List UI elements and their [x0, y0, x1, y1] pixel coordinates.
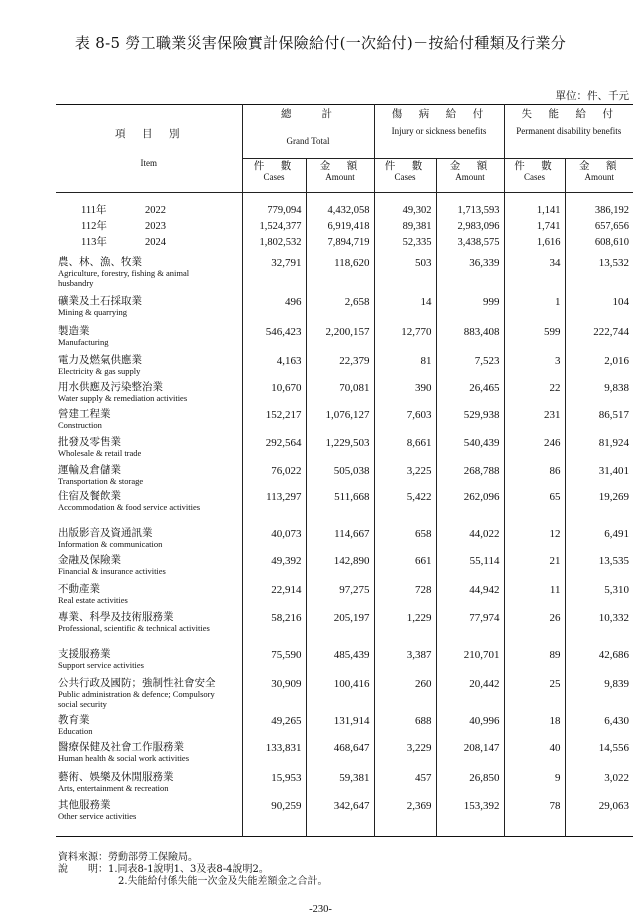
value-cell: 390: [374, 381, 436, 408]
value-cell: 81: [374, 354, 436, 381]
value-cell: 1,616: [504, 234, 565, 250]
value-cell: 468,647: [306, 741, 374, 771]
industry-row: [56, 771, 633, 799]
value-cell: 222,744: [565, 325, 633, 354]
year-ad: 2022: [145, 204, 166, 216]
value-cell: 131,914: [306, 714, 374, 741]
value-cell: 118,620: [306, 256, 374, 295]
industry-row: [56, 741, 633, 771]
industry-name-en: Water supply & remediation activities: [58, 393, 188, 403]
industry-name-zh: 醫療保健及社會工作服務業: [58, 741, 184, 753]
value-cell: 608,610: [565, 234, 633, 250]
industry-name-en: Electricity & gas supply: [58, 366, 141, 376]
value-cell: 5,310: [565, 583, 633, 611]
industry-name-zh: 礦業及土石採取業: [58, 295, 142, 307]
industry-row: [56, 490, 633, 527]
value-cell: 26: [504, 611, 565, 648]
value-cell: 76,022: [242, 464, 306, 490]
data-table-area: [56, 104, 633, 850]
industry-row: [56, 295, 633, 325]
industry-row: [56, 714, 633, 741]
industry-name-zh: 出版影音及資通訊業: [58, 527, 153, 539]
value-cell: 114,667: [306, 527, 374, 554]
value-cell: 21: [504, 554, 565, 583]
value-cell: 20,442: [436, 677, 504, 714]
industry-row: [56, 256, 633, 295]
value-cell: 81,924: [565, 436, 633, 464]
value-cell: 40,996: [436, 714, 504, 741]
value-cell: 70,081: [306, 381, 374, 408]
industry-name-zh: 專業、科學及技術服務業: [58, 611, 174, 623]
year-roc: 111年: [81, 204, 107, 216]
value-cell: 75,590: [242, 648, 306, 677]
industry-row: [56, 583, 633, 611]
value-cell: 26,465: [436, 381, 504, 408]
value-cell: 1,141: [504, 202, 565, 218]
value-cell: 883,408: [436, 325, 504, 354]
industry-name-zh: 製造業: [58, 325, 90, 337]
value-cell: 8,661: [374, 436, 436, 464]
value-cell: 292,564: [242, 436, 306, 464]
industry-name-en: Real estate activities: [58, 595, 128, 605]
value-cell: 44,022: [436, 527, 504, 554]
value-cell: 22,914: [242, 583, 306, 611]
value-cell: 36,339: [436, 256, 504, 295]
industry-row: [56, 554, 633, 583]
year-row: [56, 234, 633, 250]
explanation-note: 說 明：1.同表8-1說明1、3及表8-4說明2。: [58, 864, 269, 875]
value-cell: 2,016: [565, 354, 633, 381]
value-cell: 1,229: [374, 611, 436, 648]
industry-row: [56, 464, 633, 490]
disability-amount-header: 金 額 Amount: [565, 159, 633, 193]
industry-name-en: Accommodation & food service activities: [58, 502, 201, 512]
value-cell: 262,096: [436, 490, 504, 527]
industry-name-zh: 藝術、娛樂及休閒服務業: [58, 771, 174, 783]
industry-name-zh: 支援服務業: [58, 648, 111, 660]
value-cell: 49,302: [374, 202, 436, 218]
industry-name-zh: 教育業: [58, 714, 90, 726]
value-cell: 779,094: [242, 202, 306, 218]
value-cell: 4,432,058: [306, 202, 374, 218]
value-cell: 2,658: [306, 295, 374, 325]
industry-row: [56, 648, 633, 677]
industry-name-en: Arts, entertainment & recreation: [58, 783, 169, 793]
industry-name-zh: 運輸及倉儲業: [58, 464, 121, 476]
value-cell: 205,197: [306, 611, 374, 648]
value-cell: 2,200,157: [306, 325, 374, 354]
industry-name-en: Other service activities: [58, 811, 137, 821]
value-cell: 12,770: [374, 325, 436, 354]
value-cell: 529,938: [436, 408, 504, 436]
notes: [58, 852, 328, 888]
value-cell: 44,942: [436, 583, 504, 611]
value-cell: 113,297: [242, 490, 306, 527]
value-cell: 6,430: [565, 714, 633, 741]
page-number: -230-: [309, 904, 332, 915]
value-cell: 546,423: [242, 325, 306, 354]
value-cell: 999: [436, 295, 504, 325]
value-cell: 4,163: [242, 354, 306, 381]
value-cell: 32,791: [242, 256, 306, 295]
value-cell: 3,387: [374, 648, 436, 677]
value-cell: 9,839: [565, 677, 633, 714]
value-cell: 153,392: [436, 799, 504, 832]
value-cell: 34: [504, 256, 565, 295]
value-cell: 7,894,719: [306, 234, 374, 250]
year-row: [56, 218, 633, 234]
injury-header: 傷 病 給 付 Injury or sickness benefits: [374, 105, 504, 159]
value-cell: 3,225: [374, 464, 436, 490]
industry-name-zh: 農、林、漁、牧業: [58, 256, 142, 268]
value-cell: 210,701: [436, 648, 504, 677]
industry-name-en: Public administration & defence; Compulsory social security: [58, 689, 215, 709]
industry-row: [56, 408, 633, 436]
value-cell: 78: [504, 799, 565, 832]
value-cell: 457: [374, 771, 436, 799]
value-cell: 104: [565, 295, 633, 325]
value-cell: 661: [374, 554, 436, 583]
value-cell: 386,192: [565, 202, 633, 218]
value-cell: 268,788: [436, 464, 504, 490]
industry-name-en: Construction: [58, 420, 102, 430]
value-cell: 231: [504, 408, 565, 436]
value-cell: 7,523: [436, 354, 504, 381]
value-cell: 55,114: [436, 554, 504, 583]
industry-name-zh: 不動產業: [58, 583, 100, 595]
grand-total-header: 總 計 Grand Total: [242, 105, 374, 159]
value-cell: 3,022: [565, 771, 633, 799]
table-title: 表 8-5 勞工職業災害保險實計保險給付(一次給付)－按給付種類及行業分: [74, 34, 567, 52]
value-cell: 658: [374, 527, 436, 554]
unit-label: 單位：件、千元: [555, 90, 629, 102]
value-cell: 10,670: [242, 381, 306, 408]
industry-name-zh: 金融及保險業: [58, 554, 121, 566]
year-roc: 113年: [81, 236, 107, 248]
industry-row: [56, 436, 633, 464]
value-cell: 3: [504, 354, 565, 381]
value-cell: 728: [374, 583, 436, 611]
disability-header: 失 能 給 付 Permanent disability benefits: [504, 105, 633, 159]
value-cell: 688: [374, 714, 436, 741]
industry-name-en: Professional, scientific & technical activities: [58, 623, 210, 633]
value-cell: 246: [504, 436, 565, 464]
value-cell: 9,838: [565, 381, 633, 408]
value-cell: 49,392: [242, 554, 306, 583]
value-cell: 13,532: [565, 256, 633, 295]
value-cell: 52,335: [374, 234, 436, 250]
value-cell: 1,229,503: [306, 436, 374, 464]
value-cell: 1,713,593: [436, 202, 504, 218]
value-cell: 1,076,127: [306, 408, 374, 436]
value-cell: 1,741: [504, 218, 565, 234]
value-cell: 89,381: [374, 218, 436, 234]
value-cell: 31,401: [565, 464, 633, 490]
item-header: 項 目 別 Item: [56, 105, 242, 193]
grand-total-cases-header: 件 數 Cases: [242, 159, 306, 193]
explanation-note-2: 2.失能給付係失能一次金及失能差額金之合計。: [118, 876, 328, 887]
industry-row: [56, 611, 633, 648]
industry-name-zh: 住宿及餐飲業: [58, 490, 121, 502]
value-cell: 142,890: [306, 554, 374, 583]
value-cell: 3,229: [374, 741, 436, 771]
table-body: [56, 193, 633, 837]
value-cell: 5,422: [374, 490, 436, 527]
value-cell: 65: [504, 490, 565, 527]
value-cell: 260: [374, 677, 436, 714]
industry-name-en: Wholesale & retail trade: [58, 448, 142, 458]
industry-name-zh: 電力及燃氣供應業: [58, 354, 142, 366]
value-cell: 22: [504, 381, 565, 408]
value-cell: 89: [504, 648, 565, 677]
value-cell: 86,517: [565, 408, 633, 436]
industry-name-zh: 批發及零售業: [58, 436, 121, 448]
value-cell: 208,147: [436, 741, 504, 771]
value-cell: 58,216: [242, 611, 306, 648]
value-cell: 40,073: [242, 527, 306, 554]
industry-row: [56, 381, 633, 408]
industry-name-zh: 公共行政及國防；強制性社會安全: [58, 677, 216, 689]
value-cell: 77,974: [436, 611, 504, 648]
value-cell: 6,491: [565, 527, 633, 554]
value-cell: 40: [504, 741, 565, 771]
value-cell: 97,275: [306, 583, 374, 611]
value-cell: 59,381: [306, 771, 374, 799]
value-cell: 86: [504, 464, 565, 490]
value-cell: 3,438,575: [436, 234, 504, 250]
value-cell: 14: [374, 295, 436, 325]
industry-name-en: Manufacturing: [58, 337, 109, 347]
value-cell: 152,217: [242, 408, 306, 436]
value-cell: 25: [504, 677, 565, 714]
value-cell: 42,686: [565, 648, 633, 677]
injury-amount-header: 金 額 Amount: [436, 159, 504, 193]
year-row: [56, 202, 633, 218]
industry-name-zh: 用水供應及污染整治業: [58, 381, 163, 393]
value-cell: 10,332: [565, 611, 633, 648]
data-table: [56, 104, 633, 837]
year-ad: 2024: [145, 236, 166, 248]
injury-cases-header: 件 數 Cases: [374, 159, 436, 193]
industry-name-en: Agriculture, forestry, fishing & animal husbandry: [58, 268, 190, 288]
value-cell: 12: [504, 527, 565, 554]
grand-total-amount-header: 金 額 Amount: [306, 159, 374, 193]
value-cell: 22,379: [306, 354, 374, 381]
industry-name-en: Financial & insurance activities: [58, 566, 166, 576]
industry-name-en: Information & communication: [58, 539, 163, 549]
industry-name-zh: 其他服務業: [58, 799, 111, 811]
value-cell: 1: [504, 295, 565, 325]
value-cell: 18: [504, 714, 565, 741]
value-cell: 511,668: [306, 490, 374, 527]
industry-name-en: Education: [58, 726, 93, 736]
industry-row: [56, 354, 633, 381]
value-cell: 15,953: [242, 771, 306, 799]
value-cell: 9: [504, 771, 565, 799]
industry-name-en: Support service activities: [58, 660, 144, 670]
source-note: 資料來源：勞動部勞工保險局。: [58, 852, 198, 863]
value-cell: 496: [242, 295, 306, 325]
value-cell: 90,259: [242, 799, 306, 832]
value-cell: 2,983,096: [436, 218, 504, 234]
year-ad: 2023: [145, 220, 166, 232]
industry-row: [56, 799, 633, 832]
disability-cases-header: 件 數 Cases: [504, 159, 565, 193]
value-cell: 503: [374, 256, 436, 295]
value-cell: 13,535: [565, 554, 633, 583]
industry-name-en: Human health & social work activities: [58, 753, 190, 763]
value-cell: 11: [504, 583, 565, 611]
value-cell: 7,603: [374, 408, 436, 436]
value-cell: 1,524,377: [242, 218, 306, 234]
industry-row: [56, 677, 633, 714]
industry-name-zh: 營建工程業: [58, 408, 111, 420]
industry-row: [56, 325, 633, 354]
value-cell: 19,269: [565, 490, 633, 527]
value-cell: 26,850: [436, 771, 504, 799]
value-cell: 1,802,532: [242, 234, 306, 250]
value-cell: 485,439: [306, 648, 374, 677]
value-cell: 100,416: [306, 677, 374, 714]
value-cell: 505,038: [306, 464, 374, 490]
value-cell: 2,369: [374, 799, 436, 832]
industry-row: [56, 527, 633, 554]
value-cell: 540,439: [436, 436, 504, 464]
value-cell: 49,265: [242, 714, 306, 741]
industry-name-en: Mining & quarrying: [58, 307, 127, 317]
industry-name-en: Transportation & storage: [58, 476, 144, 486]
value-cell: 599: [504, 325, 565, 354]
value-cell: 6,919,418: [306, 218, 374, 234]
value-cell: 29,063: [565, 799, 633, 832]
value-cell: 14,556: [565, 741, 633, 771]
value-cell: 342,647: [306, 799, 374, 832]
year-roc: 112年: [81, 220, 107, 232]
value-cell: 30,909: [242, 677, 306, 714]
value-cell: 657,656: [565, 218, 633, 234]
value-cell: 133,831: [242, 741, 306, 771]
